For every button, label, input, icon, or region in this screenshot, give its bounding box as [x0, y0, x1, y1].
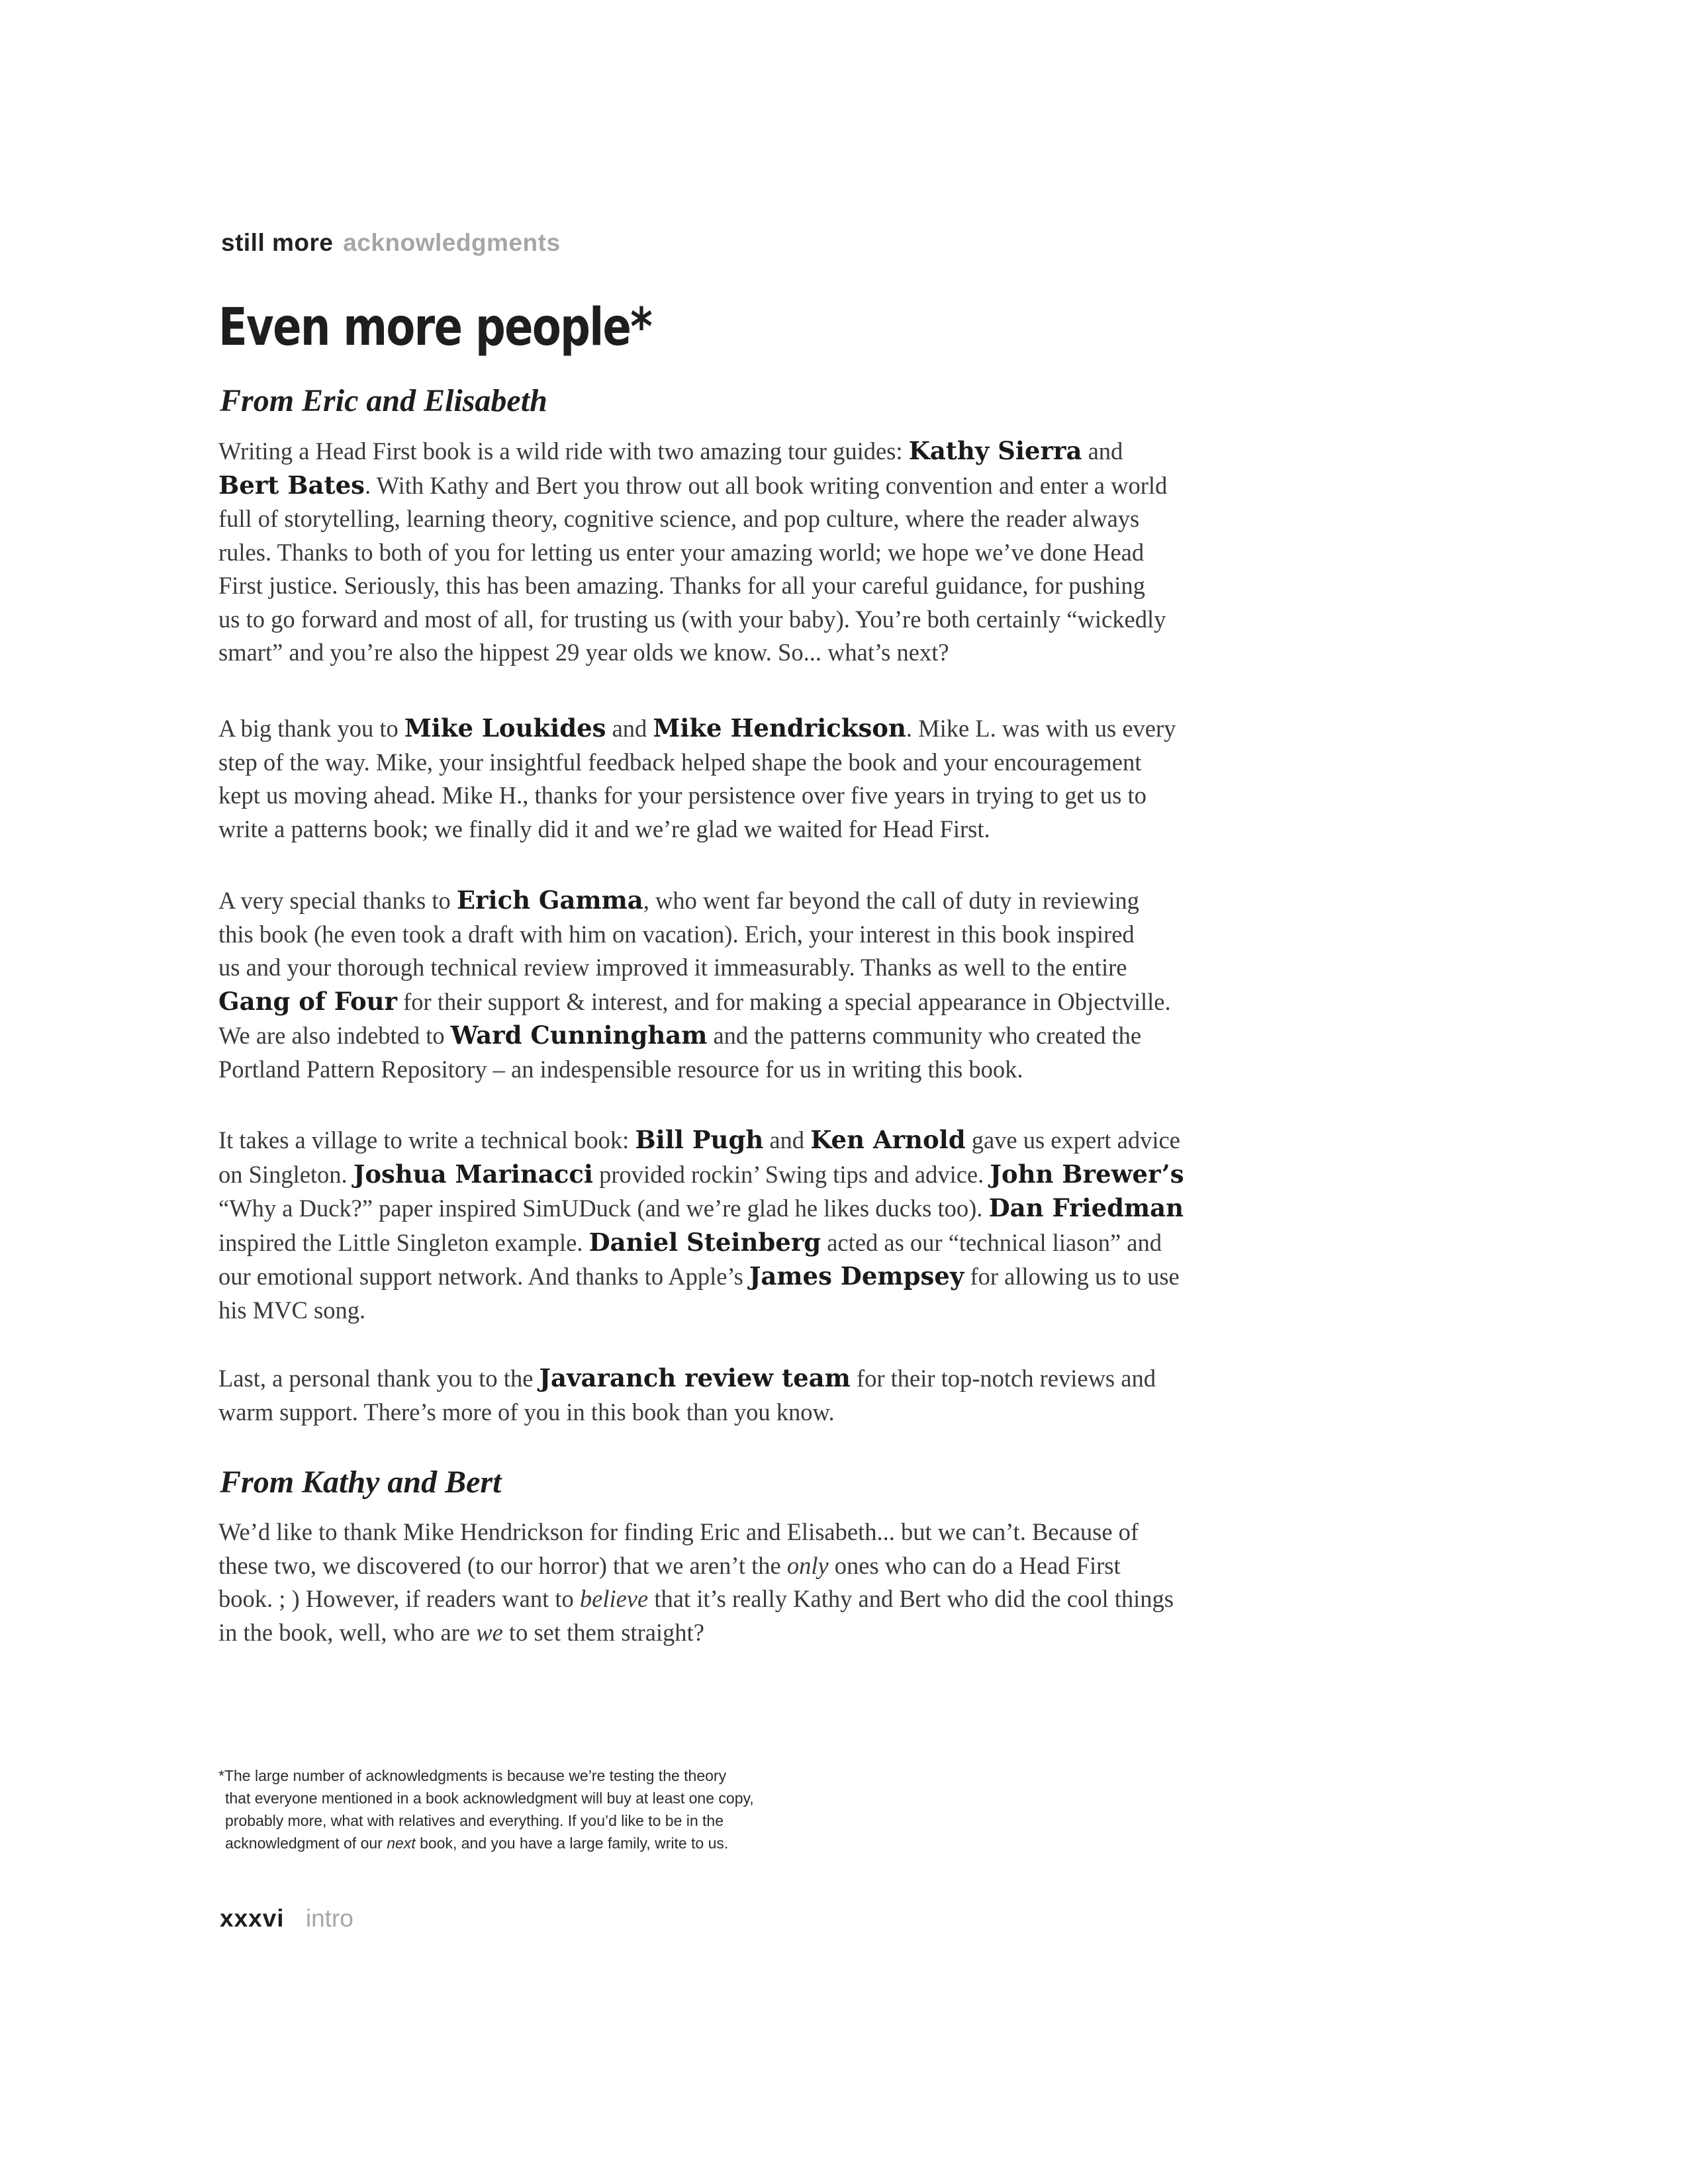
- highlighted-name: Kathy Sierra: [908, 436, 1082, 465]
- section-heading-eric-elisabeth: From Eric and Elisabeth: [220, 383, 547, 418]
- text-run: acted as our “technical liason” and: [821, 1228, 1162, 1256]
- paragraph-javaranch: [218, 1361, 1311, 1429]
- highlighted-name: Mike Loukides: [404, 713, 606, 743]
- text-run: and the patterns community who created the: [707, 1022, 1142, 1049]
- text-run: smart” and you’re also the hippest 29 year olds we know. So... what’s next?: [218, 639, 949, 666]
- text-run: ones who can do a Head First: [828, 1551, 1121, 1579]
- paragraph-kathy-bert: [218, 1516, 1311, 1649]
- paragraph-village: [218, 1123, 1311, 1327]
- text-run: Last, a personal thank you to the: [218, 1365, 539, 1392]
- text-run: us to go forward and most of all, for trusting us (with your baby). You’re both certainly “wickedly: [218, 605, 1166, 633]
- text-run: , who went far beyond the call of duty in reviewing: [643, 887, 1139, 914]
- footnote-line: [218, 1832, 947, 1854]
- text-run: full of storytelling, learning theory, cognitive science, and pop culture, where the reader always: [218, 505, 1140, 532]
- text-run: Portland Pattern Repository – an indespensible resource for us in writing this book.: [218, 1055, 1023, 1083]
- footnote-line: [218, 1764, 947, 1787]
- text-run: A big thank you to: [218, 715, 404, 742]
- footnote-line: [218, 1809, 947, 1832]
- text-run: and: [763, 1126, 811, 1154]
- text-run: in the book, well, who are: [218, 1618, 477, 1646]
- text-run: . With Kathy and Bert you throw out all book writing convention and enter a world: [365, 471, 1168, 499]
- page-number: xxxvi: [220, 1905, 285, 1932]
- text-run: that it’s really Kathy and Bert who did the cool things: [648, 1585, 1174, 1612]
- text-run: that everyone mentioned in a book acknowledgment will buy at least one copy,: [225, 1790, 754, 1807]
- running-head: [221, 229, 561, 257]
- text-run: We are also indebted to: [218, 1022, 451, 1049]
- highlighted-name: Ward Cunningham: [450, 1021, 708, 1050]
- text-run: and: [606, 715, 653, 742]
- text-run: step of the way. Mike, your insightful feedback helped shape the book and your encouragement: [218, 748, 1142, 776]
- text-run: gave us expert advice: [965, 1126, 1180, 1154]
- emphasis-text: next: [387, 1835, 416, 1852]
- text-run: acknowledgment of our: [225, 1835, 387, 1852]
- text-run: A very special thanks to: [218, 887, 457, 914]
- highlighted-name: Dan Friedman: [988, 1193, 1184, 1222]
- highlighted-name: Bert Bates: [218, 470, 365, 500]
- page-footer: [220, 1905, 353, 1933]
- text-run: these two, we discovered (to our horror) that we aren’t the: [218, 1551, 787, 1579]
- text-run: warm support. There’s more of you in this book than you know.: [218, 1398, 835, 1426]
- paragraph-tour-guides: [218, 434, 1311, 670]
- text-run: his MVC song.: [218, 1296, 366, 1324]
- text-run: our emotional support network. And thanks to Apple’s: [218, 1263, 749, 1290]
- emphasis-text: we: [476, 1618, 503, 1646]
- highlighted-name: Mike Hendrickson: [653, 713, 906, 743]
- text-run: First justice. Seriously, this has been amazing. Thanks for all your careful guidance, for pushing: [218, 572, 1145, 599]
- emphasis-text: only: [786, 1551, 829, 1579]
- text-run: for their top-notch reviews and: [850, 1365, 1156, 1392]
- highlighted-name: Gang of Four: [218, 986, 398, 1016]
- paragraph-mike-thanks: [218, 711, 1311, 846]
- highlighted-name: Erich Gamma: [456, 886, 643, 915]
- text-run: rules. Thanks to both of you for letting us enter your amazing world; we hope we’ve done Head: [218, 538, 1145, 566]
- text-run: on Singleton.: [218, 1160, 353, 1188]
- text-run: us and your thorough technical review improved it immeasurably. Thanks as well to the entire: [218, 954, 1127, 981]
- highlighted-name: James Dempsey: [749, 1261, 964, 1291]
- text-run: . Mike L. was with us every: [906, 715, 1176, 742]
- text-run: provided rockin’ Swing tips and advice.: [592, 1160, 990, 1188]
- highlighted-name: John Brewer’s: [990, 1159, 1184, 1189]
- running-head-topic: acknowledgments: [343, 229, 561, 256]
- text-run: Writing a Head First book is a wild ride with two amazing tour guides:: [218, 437, 909, 465]
- highlighted-name: Ken Arnold: [810, 1125, 966, 1154]
- footnote: [218, 1764, 947, 1854]
- text-run: We’d like to thank Mike Hendrickson for finding Eric and Elisabeth... but we can’t. Because of: [218, 1518, 1139, 1545]
- emphasis-text: believe: [579, 1585, 649, 1612]
- text-run: It takes a village to write a technical book:: [218, 1126, 635, 1154]
- text-run: and: [1082, 437, 1123, 465]
- text-run: for allowing us to use: [964, 1263, 1180, 1290]
- text-run: to set them straight?: [502, 1618, 704, 1646]
- text-run: inspired the Little Singleton example.: [218, 1228, 589, 1256]
- highlighted-name: Joshua Marinacci: [353, 1159, 593, 1189]
- text-run: write a patterns book; we finally did it and we’re glad we waited for Head First.: [218, 815, 990, 842]
- text-run: book, and you have a large family, write to us.: [415, 1835, 729, 1852]
- chapter-label: intro: [305, 1905, 353, 1932]
- section-heading-kathy-bert: From Kathy and Bert: [220, 1465, 502, 1500]
- page-title: Even more people*: [218, 298, 652, 357]
- text-run: this book (he even took a draft with him on vacation). Erich, your interest in this book inspired: [218, 920, 1135, 948]
- text-run: for their support & interest, and for making a special appearance in Objectville.: [397, 987, 1171, 1015]
- footnote-line: [218, 1787, 947, 1809]
- text-run: book. ; ) However, if readers want to: [218, 1585, 580, 1612]
- text-run: kept us moving ahead. Mike H., thanks for your persistence over five years in trying to get us to: [218, 782, 1147, 809]
- paragraph-erich-gamma: [218, 884, 1311, 1086]
- highlighted-name: Daniel Steinberg: [588, 1227, 821, 1257]
- highlighted-name: Bill Pugh: [635, 1125, 764, 1154]
- highlighted-name: Javaranch review team: [539, 1363, 851, 1392]
- text-run: probably more, what with relatives and everything. If you’d like to be in the: [225, 1812, 724, 1829]
- text-run: *The large number of acknowledgments is because we’re testing the theory: [218, 1767, 727, 1784]
- text-run: “Why a Duck?” paper inspired SimUDuck (and we’re glad he likes ducks too).: [218, 1195, 989, 1222]
- running-head-section: still more: [221, 229, 334, 256]
